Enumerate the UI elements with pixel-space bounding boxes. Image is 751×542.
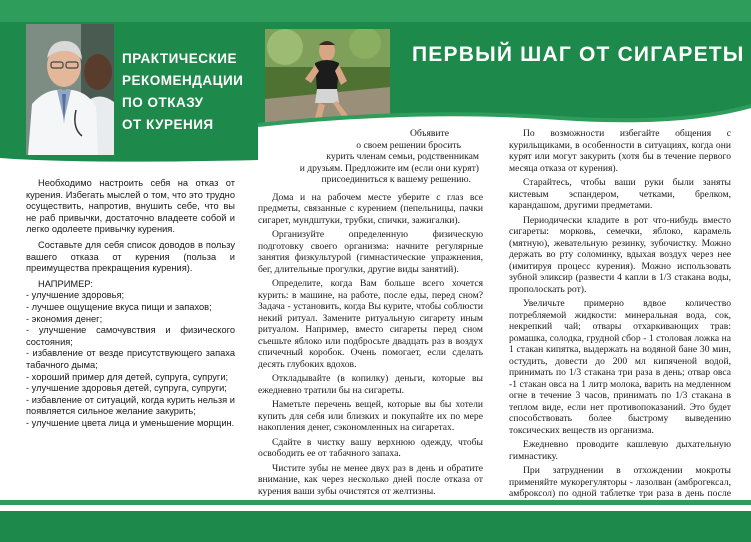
paragraph: Дома и на рабочем месте уберите с глаз все предметы, связанные с курением (пепельницы, пачки сигарет, мундштуки, трубки, спички, зажигалки).	[258, 191, 483, 226]
list-item: - избавление от везде присутствующего запаха табачного дыма;	[26, 348, 235, 370]
list-item: - лучшее ощущение вкуса пищи и запахов;	[26, 301, 212, 312]
paragraph: Чистите зубы не менее двух раз в день и обратите внимание, как через несколько дней после отказа от курения ваши зубы очистятся от желтизны.	[258, 462, 483, 497]
list-item: - хороший пример для детей, супруга, супруги;	[26, 371, 229, 382]
subtitle-line: ПРАКТИЧЕСКИЕ	[122, 51, 237, 66]
intro-line: курить членам семьи, родственникам	[326, 151, 479, 162]
column-middle	[258, 128, 483, 500]
paragraph: Увеличьте примерно вдвое количество потребляемой жидкости: минеральная вода, сок, некрепкий чай; отвары отхаркивающих трав: ромашка, солодка, грудной сбор - 1 столовая ложка на 1 стакан кипятка, выдержать на водяной бане 30 мин, остудить, довести до 200 мл кипяченой водой, принимать по 1/3 стакана три раза в день; отвар овса -1 стакан овса на 1 литр молока, варить на медленном огне в течение 3 часов, принимать по 1/3 стакана в теплом виде, если нет противопоказаний. Это будет способствовать более быстрому выведению токсических веществ из организма.	[509, 298, 731, 436]
column-left	[26, 178, 235, 429]
intro-line: Объявите	[409, 128, 449, 139]
intro-line: и друзьям. Предложите им (если они курят)	[299, 162, 479, 174]
column-right	[509, 128, 731, 514]
intro-line: присоединиться к вашему решению.	[321, 174, 471, 185]
intro-line: о своем решении бросить	[356, 139, 461, 151]
example-label: НАПРИМЕР:	[38, 278, 93, 289]
paragraph: Наметьте перечень вещей, которые вы бы хотели купить для себя или близких и покупайте их по мере накопления денег, сэкономленных на сигаретах.	[258, 399, 483, 433]
list-item: - улучшение здоровья детей, супруга, супруги;	[26, 383, 227, 394]
list-item: - экономия денег;	[26, 313, 103, 324]
list-item: - улучшение самочувствия и физического состояния;	[26, 325, 235, 347]
paragraph: Определите, когда Вам больше всего хочется курить: в машине, на работе, после еды, перед сном? Задача - установить, когда Вы курите, чтобы соблюсти некий ритуал. Замените ритуальную сигарету иным ритуалом. Например, вместо сигареты перед сном съешьте яблоко или подбросьте двадцать раз в воздух спичечный коробок. Очень помогает, если сделать десять глубоких вдохов.	[258, 278, 483, 370]
page-title: ПЕРВЫЙ ШАГ ОТ СИГАРЕТЫ	[412, 43, 745, 66]
paragraph: По возможности избегайте общения с курильщиками, в особенности в ситуациях, когда они курят или могут закурить (хотя бы в течение первого месяца отказа от курения).	[509, 128, 731, 174]
footer-band	[0, 511, 751, 542]
subtitle-line: РЕКОМЕНДАЦИИ	[122, 73, 244, 88]
paragraph: Необходимо настроить себя на отказ от курения. Избегать мыслей о том, что это трудно осуществить, напротив, внушить себе, что вы не раб привычки, достаточно владеете собой и легко одолеете привычку курения.	[26, 178, 235, 235]
paragraph: Сдайте в чистку вашу верхнюю одежду, чтобы освободить ее от табачного запаха.	[258, 436, 483, 459]
list-item: - улучшение цвета лица и уменьшение морщин.	[26, 417, 235, 428]
benefits-list	[26, 290, 235, 429]
paragraph: Организуйте определенную физическую подготовку своего организма: начните регулярные занятия физкультурой (гимнастические упражнения, бег, длительные прогулки, другие виды занятий).	[258, 229, 483, 275]
list-item: - улучшение здоровья;	[26, 290, 125, 301]
paragraph: Составьте для себя список доводов в пользу вашего отказа от курения (польза и преимущества прекращения курения).	[26, 239, 235, 274]
paragraph: Ежедневно проводите кашлевую дыхательную гимнастику.	[509, 439, 731, 462]
subtitle-line: ПО ОТКАЗУ	[122, 95, 204, 110]
paragraph: Откладывайте (в копилку) деньги, которые вы ежедневно тратили бы на сигареты.	[258, 373, 483, 396]
paragraph: При затруднении в отхождении мокроты применяйте мукорегуляторы - лазолван (амброгексал, амброксол) по одной таблетке три раза в день после	[509, 465, 731, 499]
subtitle-line: ОТ КУРЕНИЯ	[122, 117, 214, 132]
list-item: - избавление от ситуаций, когда курить нельзя и появляется сильное желание закурить;	[26, 394, 235, 417]
intro-block	[258, 128, 483, 186]
header-highlight	[0, 0, 751, 22]
paragraph: Старайтесь, чтобы ваши руки были заняты кистевым эспандером, четками, брелком, карандашом, другими предметами.	[509, 177, 731, 211]
paragraph: Периодически кладите в рот что-нибудь вместо сигареты: морковь, семечки, яблоко, карамель (мятную), жевательную резинку, зубочистку. Можно держать во рту соломинку, вдыхая воздух через нее (имитируя процесс курения). Можно использовать зубной эликсир (развести 4 капли в 1/3 стакана воды, прополоскать рот).	[509, 214, 731, 295]
